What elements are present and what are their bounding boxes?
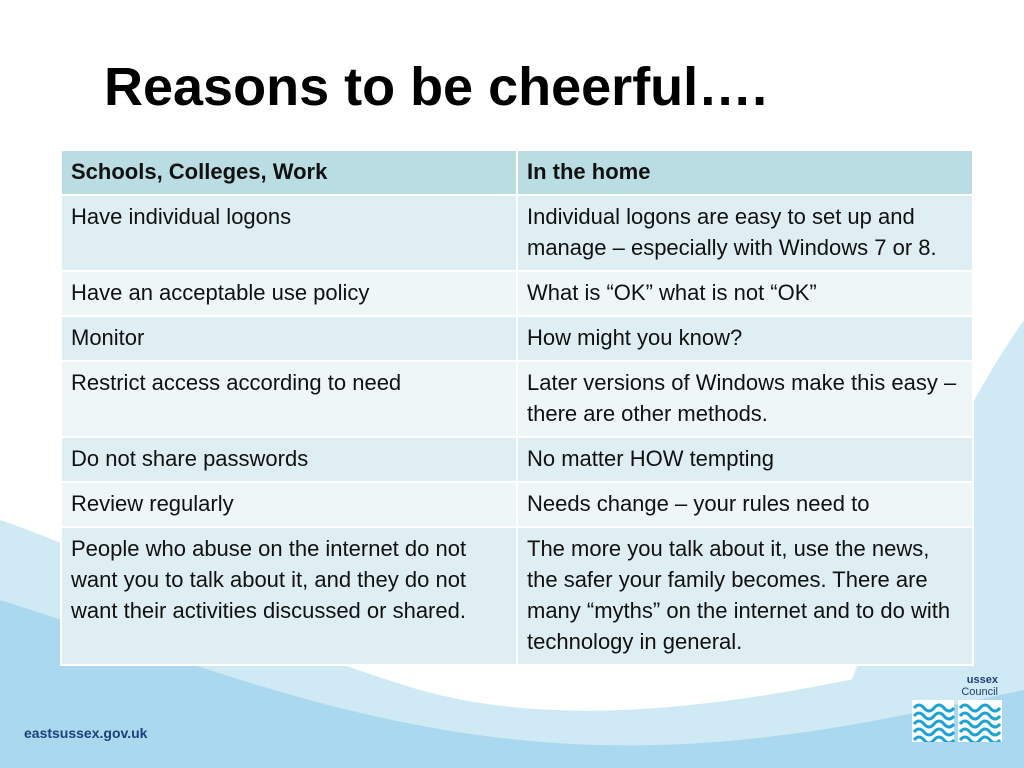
- table-cell: Have individual logons: [61, 195, 517, 271]
- table-cell: Have an acceptable use policy: [61, 271, 517, 316]
- table-row: [61, 271, 973, 316]
- table-row: [61, 482, 973, 527]
- table-cell: Later versions of Windows make this easy – there are other methods.: [517, 361, 973, 437]
- logo-line-2: Council: [961, 686, 998, 698]
- table-cell: Monitor: [61, 316, 517, 361]
- council-logo-text: [938, 674, 998, 698]
- table-cell: What is “OK” what is not “OK”: [517, 271, 973, 316]
- table-cell: How might you know?: [517, 316, 973, 361]
- table-cell: Review regularly: [61, 482, 517, 527]
- council-wave-logo-icon: [912, 700, 1002, 742]
- table-header-row: [61, 150, 973, 195]
- table-row: [61, 527, 973, 665]
- table-row: [61, 437, 973, 482]
- slide-title: Reasons to be cheerful….: [104, 57, 768, 117]
- comparison-table: [60, 149, 974, 666]
- table-cell: Do not share passwords: [61, 437, 517, 482]
- table-row: [61, 316, 973, 361]
- table-cell: No matter HOW tempting: [517, 437, 973, 482]
- table-cell: Individual logons are easy to set up and manage – especially with Windows 7 or 8.: [517, 195, 973, 271]
- logo-line-1: ussex: [966, 674, 998, 686]
- column-header-home: In the home: [517, 150, 973, 195]
- column-header-schools: Schools, Colleges, Work: [61, 150, 517, 195]
- table-cell: The more you talk about it, use the news, the safer your family becomes. There are many “myths” on the internet and to do with technology in general.: [517, 527, 973, 665]
- footer-website-link[interactable]: eastsussex.gov.uk: [24, 725, 148, 741]
- table-row: [61, 361, 973, 437]
- table-cell: Restrict access according to need: [61, 361, 517, 437]
- table-cell: Needs change – your rules need to: [517, 482, 973, 527]
- table-cell: People who abuse on the internet do not want you to talk about it, and they do not want their activities discussed or shared.: [61, 527, 517, 665]
- table-row: [61, 195, 973, 271]
